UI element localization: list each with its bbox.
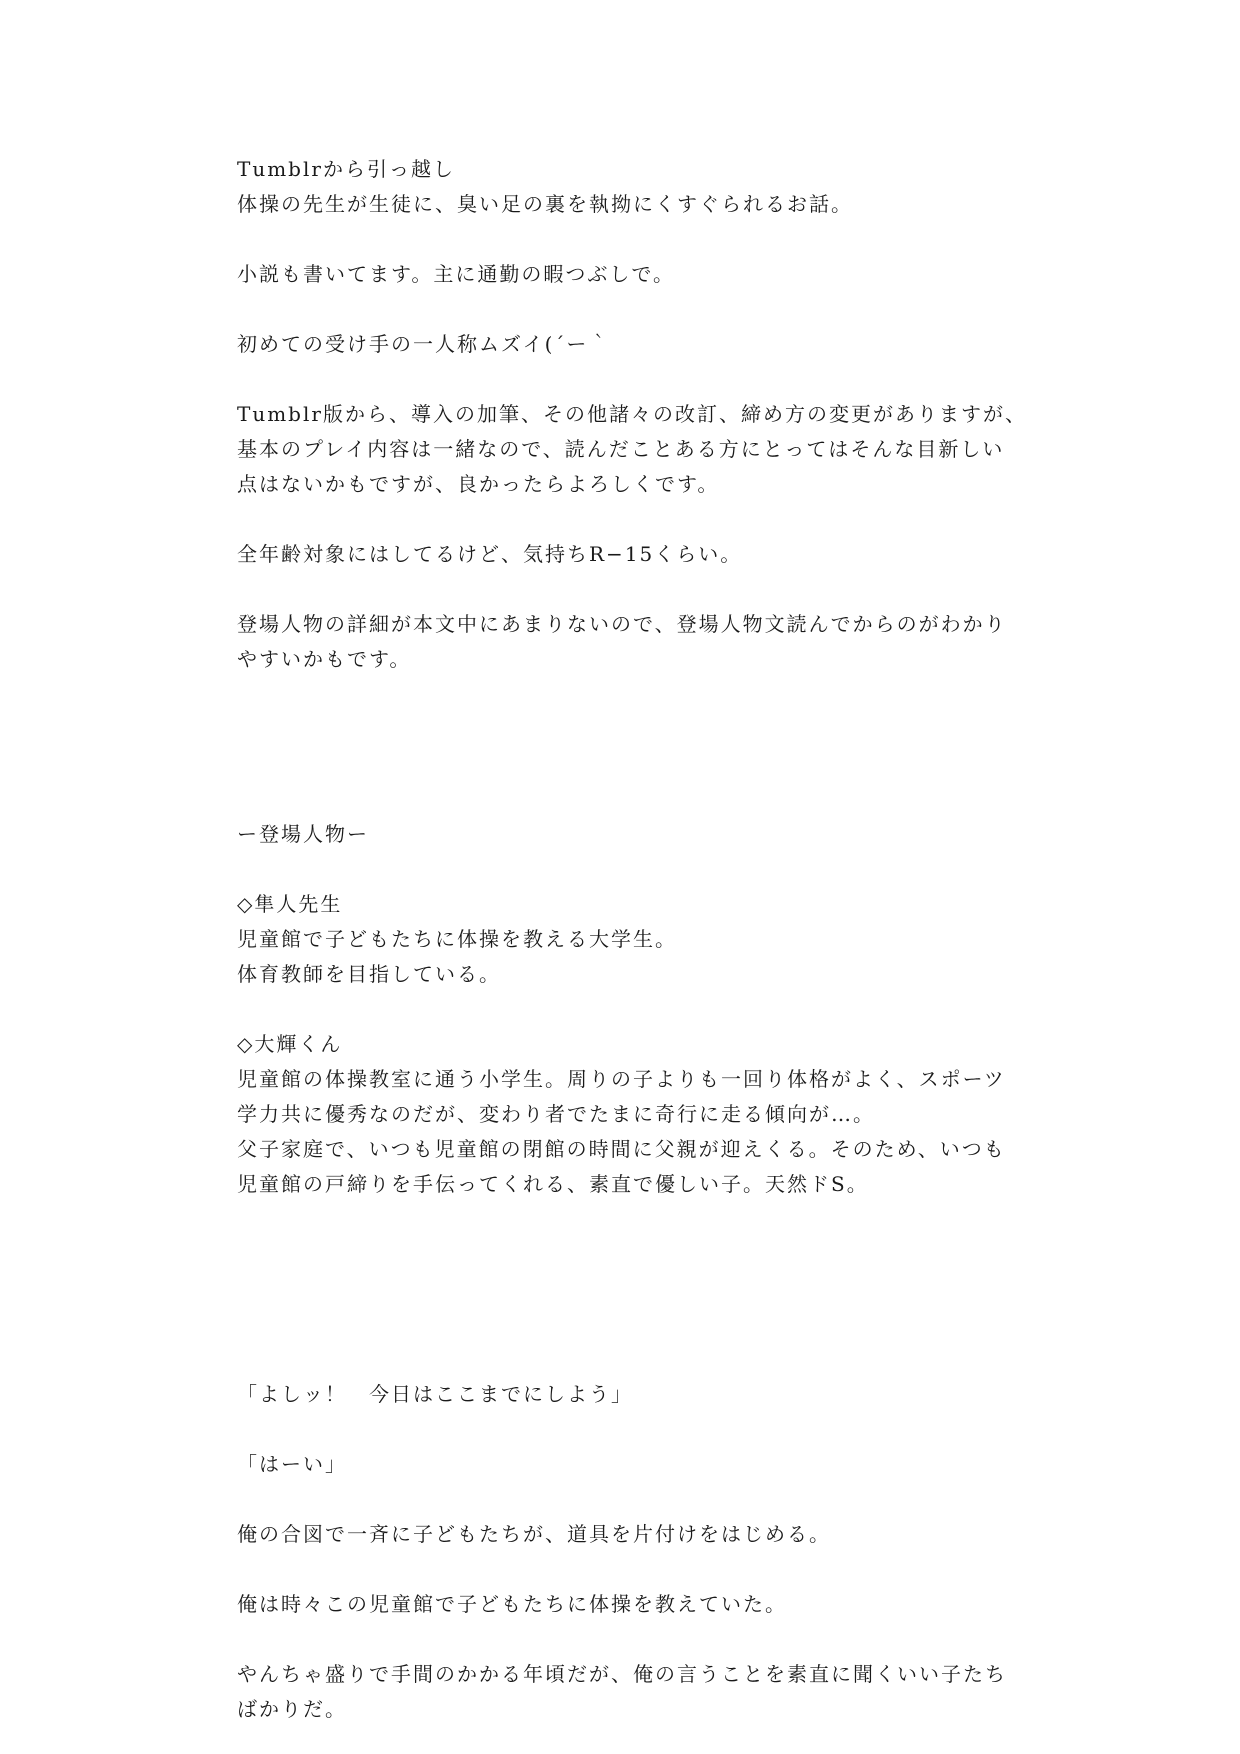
first-person-note: 初めての受け手の一人称ムズイ(´ー｀ [237,332,611,356]
character-description-line: 児童館の戸締りを手伝ってくれる、素直で優しい子。天然ドS。 [237,1172,869,1196]
character-description-line: 児童館の体操教室に通う小学生。周りの子よりも一回り体格がよく、スポーツ [237,1067,1006,1091]
story-dialogue: 「よしッ！ 今日はここまでにしよう」 [237,1382,633,1406]
revision-note-line: 基本のプレイ内容は一緒なので、読んだことある方にとってはそんな目新しい [237,437,1005,461]
revision-note-line: Tumblr版から、導入の加筆、その他諸々の改訂、締め方の変更がありますが、 [237,402,1027,426]
character-name-hayato: ◇隼人先生 [237,892,343,916]
characters-note-line: 登場人物の詳細が本文中にあまりないので、登場人物文読んでからのがわかり [237,612,1007,636]
revision-note-line: 点はないかもですが、良かったらよろしくです。 [237,472,720,496]
characters-note-line: やすいかもです。 [237,647,412,671]
story-paragraph: 俺の合図で一斉に子どもたちが、道具を片付けをはじめる。 [237,1522,831,1546]
characters-heading: ー登場人物ー [237,822,369,846]
character-description-line: 児童館で子どもたちに体操を教える大学生。 [237,927,677,951]
story-paragraph: 俺は時々この児童館で子どもたちに体操を教えていた。 [237,1592,787,1616]
character-name-daiki: ◇大輝くん [237,1032,343,1056]
rating-note: 全年齢対象にはしてるけど、気持ちR−15くらい。 [237,542,743,566]
character-description-line: 体育教師を目指している。 [237,962,501,986]
character-description-line: 父子家庭で、いつも児童館の閉館の時間に父親が迎えくる。そのため、いつも [237,1137,1006,1161]
intro-line: Tumblrから引っ越し [237,157,455,181]
intro-line: 体操の先生が生徒に、臭い足の裏を執拗にくすぐられるお話。 [237,192,853,216]
story-dialogue: 「はーい」 [237,1452,347,1476]
story-paragraph-line: やんちゃ盛りで手間のかかる年頃だが、俺の言うことを素直に聞くいい子たち [237,1662,1007,1686]
story-paragraph-line: ばかりだ。 [237,1697,347,1721]
character-description-line: 学力共に優秀なのだが、変わり者でたまに奇行に走る傾向が…。 [237,1102,875,1126]
document-body [237,152,1027,1727]
novel-note: 小説も書いてます。主に通勤の暇つぶしで。 [237,262,675,286]
